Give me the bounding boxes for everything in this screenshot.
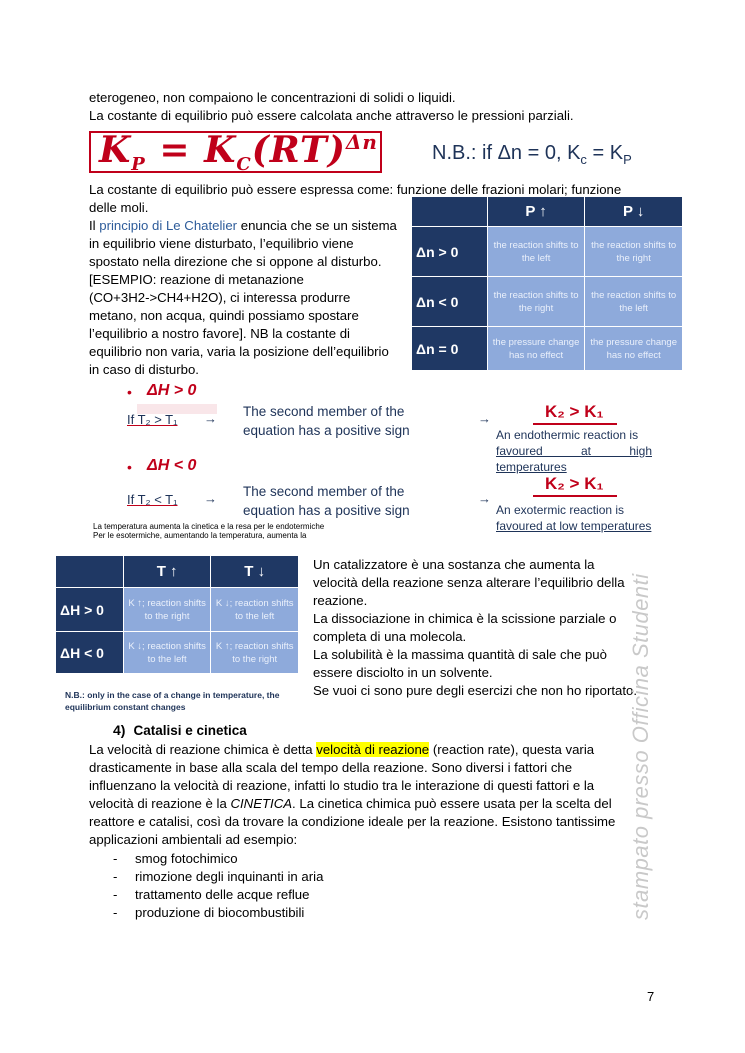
le-chatelier-link[interactable]: principio di Le Chatelier [99,218,238,233]
temp-table-header-down: T ↓ [211,556,299,588]
temperature-table [55,555,299,674]
member-text-1: The second member of the equation has a positive sign [243,404,410,438]
k-underline [533,423,617,425]
table-row: ΔH < 0 K ↓; reaction shifts to the left K ↑; reaction shifts to the right [56,632,299,674]
list-item: - [113,851,118,866]
arrow-icon: → [204,491,217,506]
list-item: - [113,887,118,902]
table-row: ΔH > 0 K ↑; reaction shifts to the right K ↓; reaction shifts to the left [56,588,299,632]
intro-line-2: La costante di equilibrio può essere calcolata anche attraverso le pressioni parziali. [89,108,574,123]
list-item-label: trattamento delle acque reflue [135,887,310,902]
pressure-table-header-down: P ↓ [585,197,683,227]
arrow-icon: → [478,491,491,506]
temp-table-corner [56,556,124,588]
member-text-2: The second member of the equation has a positive sign [243,484,410,518]
favour-text-2: An exotermic reaction is favoured at low temperatures [496,503,652,533]
list-item-label: rimozione degli inquinanti in aria [135,869,324,884]
bullet-icon: • [127,459,132,475]
list-item-label: smog fotochimico [135,851,238,866]
kp-formula: $K_P = K_C(RT)^{\Delta n}$ [99,129,378,176]
kp-formula-box [89,129,382,176]
page-number: 7 [647,989,655,1004]
temp-table-note: N.B.: only in the case of a change in temperature, the equilibrium constant changes [65,690,280,712]
favour-text-1: An endothermic reaction is favoured at high temperatures [496,428,652,474]
list-item-label: produzione di biocombustibili [135,905,305,920]
list-item: - [113,905,118,920]
condition-t2-greater: If T₂ > T₁ [127,412,178,427]
highlighted-term: velocità di reazione [316,742,430,757]
arrow-icon: → [204,411,217,426]
constant-line-1: La costante di equilibrio può essere espressa come: funzione delle frazioni molari; funzione [89,182,622,197]
le-chatelier-paragraph: Il principio di Le Chatelier enuncia che se un sistema in equilibrio viene disturbato, l’equilibrio viene spostato nella direzione che si oppone al disturbo. [ESEMPIO: reazione di metanazione (CO+3H2->CH4+H2O), ci interessa produrre metano, non acqua, quindi possiamo spostare l’equilibrio a nostro favore]. NB la costante di equilibrio non varia, varia la posizione dell’equilibrio in caso di disturbo. [89,218,397,377]
dh-positive-label: ΔH > 0 [147,382,197,399]
pressure-table-header-up: P ↑ [487,197,585,227]
pressure-table-corner [412,197,488,227]
nb-kp-note: N.B.: if Δn = 0, $K_c = K_P$ [432,142,632,167]
bullet-icon: • [127,384,132,400]
k-underline [533,495,617,497]
k-inequality-1: K₂ > K₁ [545,402,604,421]
watermark: stampato presso Officina Studenti [628,573,653,920]
arrow-icon: → [478,411,491,426]
list-item: - [113,869,118,884]
table-row: Δn = 0 the pressure change has no effect the pressure change has no effect [412,327,683,371]
table-row: Δn > 0 the reaction shifts to the left the reaction shifts to the right [412,227,683,277]
kinetics-paragraph: La velocità di reazione chimica è detta velocità di reazione (reaction rate), questa varia drasticamente in base alla scala del tempo della reazione. Sono diversi i fattori che influenzano la velocità di reazione, infatti lo studio tra le interazione di questi fattori e la velocità di reazione è la CINETICA. La cinetica chimica può essere usata per la scelta del reattore e catalisi, così da trovare la condizione ideale per la reazione. Esistono tantissime applicazioni ambientali ad esempio: [89,742,616,847]
temp-table-header-up: T ↑ [123,556,211,588]
condition-t2-less: If T₂ < T₁ [127,492,178,507]
intro-line-1: eterogeneo, non compaiono le concentrazioni di solidi o liquidi. [89,90,456,105]
k-inequality-2: K₂ > K₁ [545,474,604,493]
side-paragraph: Un catalizzatore è una sostanza che aumenta la velocità della reazione senza alterare l’equilibrio della reazione. La dissociazione in chimica è la scissione parziale o completa di una molecola. La solubilità è la massima quantità di sale che può essere disciolto in un solvente. Se vuoi ci sono pure degli esercizi che non ho riportato. [313,557,638,698]
section-heading: 4) Catalisi e cinetica [113,722,247,738]
dh-negative-label: ΔH < 0 [147,457,197,474]
constant-line-2: delle moli. [89,200,149,215]
temperature-note: La temperatura aumenta la cinetica e la resa per le endotermiche Per le esotermiche, aumentando la temperatura, aumenta la [93,522,325,540]
table-row: Δn < 0 the reaction shifts to the right the reaction shifts to the left [412,277,683,327]
pressure-table [411,196,683,371]
